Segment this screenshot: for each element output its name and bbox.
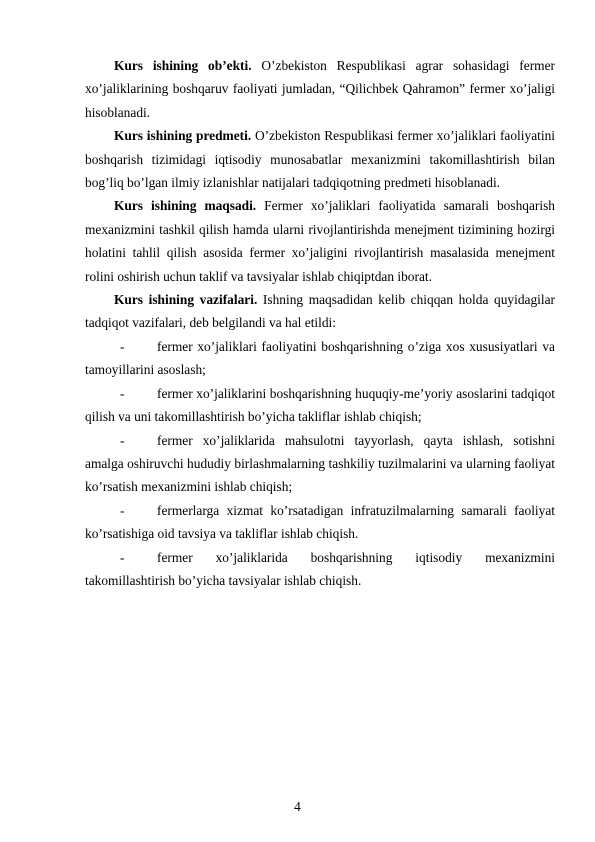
list-item-rest: amalga oshiruvchi hududiy birlashmalarning tashkiliy tuzilmalarini va ularning faoliyat ko’rsatish mexanizmini ishlab chiqish;: [85, 455, 555, 495]
text-subject: O’zbekiston Respublikasi fermer xo’jaliklari faoliyatini boshqarish tizimidagi iqtisodiy munosabatlar mexanizmini takomillashtirish bilan bog’liq bo’lgan ilmiy izlanishlar natijalari tadqiqotning predmeti hisoblanadi.: [85, 128, 555, 191]
list-item-first-line: fermerlarga xizmat ko’rsatadigan infratuzilmalarning samarali faoliyat: [157, 502, 555, 518]
list-item-first-line: fermer xo’jaliklari faoliyatini boshqarishning o’ziga xos xususiyatlari: [157, 338, 538, 354]
list-item: [85, 382, 555, 429]
page-number: 4: [294, 799, 301, 814]
list-item-rest: tadqiqot qilish va uni takomillashtirish bo’yicha takliflar ishlab chiqish;: [85, 385, 555, 425]
paragraph-subject: [85, 124, 555, 194]
term-tasks: Kurs ishining vazifalari.: [114, 292, 258, 308]
list-item: [85, 429, 555, 499]
list-item-rest: ko’rsatishiga oid tavsiya va takliflar ishlab chiqish.: [85, 526, 359, 542]
list-item-rest: va tamoyillarini asoslash;: [85, 338, 555, 378]
term-goal: Kurs ishining maqsadi.: [114, 198, 257, 214]
list-dash: -: [120, 338, 125, 354]
list-dash: -: [120, 385, 125, 401]
list-dash: -: [120, 549, 125, 565]
list-dash: -: [120, 502, 125, 518]
term-subject: Kurs ishining predmeti.: [114, 128, 252, 144]
term-object: Kurs ishining ob’ekti.: [114, 58, 252, 73]
list-dash: -: [120, 432, 125, 448]
paragraph-object: [85, 54, 555, 124]
list-item-first-line: fermer xo’jaliklarini boshqarishning huquqiy-me’yoriy asoslarini: [157, 385, 508, 401]
list-item-rest: takomillashtirish bo’yicha tavsiyalar ishlab chiqish.: [85, 572, 362, 588]
paragraph-tasks: [85, 288, 555, 335]
list-item-first-line: fermer xo’jaliklarida boshqarishning iqtisodiy mexanizmini: [157, 549, 555, 565]
text-goal: Fermer xo’jaliklari faoliyatida samarali boshqarish mexanizmini tashkil qilish hamda ularni rivojlantirishda menejment tizimining hozirgi holatini tahlil qilish asosida fermer xo’jaligini rivojlantirish masalasida menejment rolini oshirish uchun taklif va tavsiyalar ishlab chiqiptdan iborat.: [85, 198, 555, 284]
list-item: [85, 335, 555, 382]
list-item: [85, 499, 555, 546]
document-body: [85, 54, 555, 592]
paragraph-goal: [85, 194, 555, 288]
text-object: O’zbekiston Respublikasi agrar sohasidagi fermer xo’jaliklarining boshqaruv faoliyati jumladan, “Qilichbek Qahramon” fermer xo’jaligi hisoblanadi.: [85, 58, 555, 120]
text-tasks: Ishning maqsadidan kelib chiqqan holda quyidagilar tadqiqot vazifalari, deb belgilandi va hal etildi:: [85, 292, 555, 331]
list-item: [85, 546, 555, 593]
list-item-first-line: fermer xo’jaliklarida mahsulotni tayyorlash, qayta ishlash, sotishni: [157, 432, 555, 448]
